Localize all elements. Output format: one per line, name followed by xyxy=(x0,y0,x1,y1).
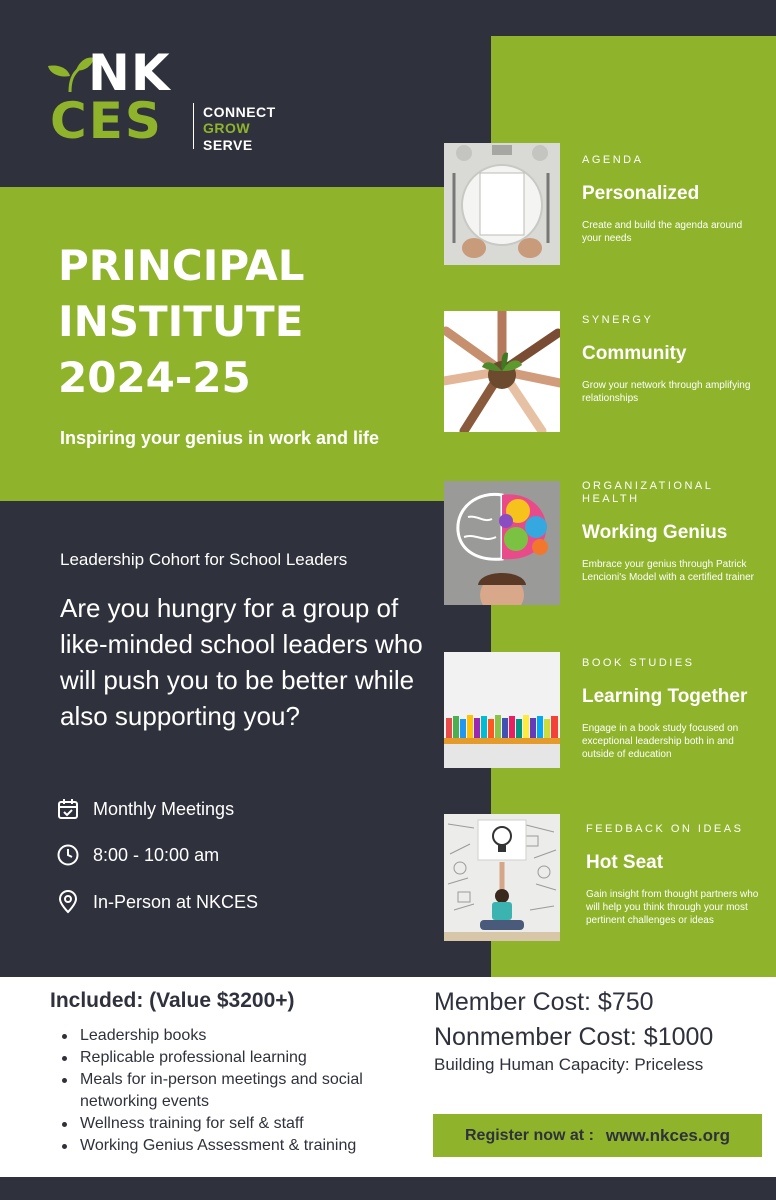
nkces-logo xyxy=(46,44,296,158)
register-label: Register now at : xyxy=(465,1126,594,1144)
tagline: Inspiring your genius in work and life xyxy=(60,428,380,448)
logo-word-connect: CONNECT xyxy=(203,104,276,120)
feature-description: Create and build the agenda around your needs xyxy=(582,220,743,244)
detail-location xyxy=(56,887,258,917)
detail-location-text: In-Person at NKCES xyxy=(93,891,259,912)
sprout-icon xyxy=(46,56,94,92)
included-title: Included: (Value $3200+) xyxy=(50,989,295,1012)
nonmember-cost: Nonmember Cost: $1000 xyxy=(434,1023,714,1051)
feature-description: Grow your network through amplifying relationships xyxy=(582,380,751,404)
agenda-photo xyxy=(444,143,560,265)
feature-title: Learning Together xyxy=(582,686,748,707)
logo-divider xyxy=(193,103,194,149)
feature-category: SYNERGY xyxy=(582,314,654,326)
capacity-note: Building Human Capacity: Priceless xyxy=(434,1055,704,1074)
logo-ces-text: CES xyxy=(50,92,163,150)
feature-category: AGENDA xyxy=(582,154,644,166)
feature-synergy xyxy=(582,314,762,405)
feature-category: FEEDBACK ON IDEAS xyxy=(586,823,744,835)
feature-title: Personalized xyxy=(582,183,700,204)
included-list xyxy=(62,1025,412,1157)
calendar-icon xyxy=(56,797,80,821)
feature-category: BOOK STUDIES xyxy=(582,657,695,669)
list-item: Leadership books xyxy=(62,1025,412,1047)
feature-book-studies xyxy=(582,657,762,761)
title-line-2: INSTITUTE xyxy=(58,297,304,346)
register-link[interactable]: www.nkces.org xyxy=(605,1125,730,1145)
hot-seat-photo xyxy=(444,814,560,941)
clock-icon xyxy=(56,843,80,867)
hook-question: Are you hungry for a group of like-minded school leaders who will push you to be better while also supporting you? xyxy=(60,593,423,731)
feature-agenda xyxy=(582,154,762,245)
list-item: Meals for in-person meetings and social networking events xyxy=(62,1069,412,1113)
title-line-1: PRINCIPAL xyxy=(58,241,305,290)
list-item: Wellness training for self & staff xyxy=(62,1113,412,1135)
working-genius-photo xyxy=(444,481,560,605)
logo-nk-text: NK xyxy=(88,44,171,102)
register-banner[interactable] xyxy=(433,1114,762,1157)
list-item: Working Genius Assessment & training xyxy=(62,1135,412,1157)
feature-title: Community xyxy=(582,343,687,364)
page-title xyxy=(58,238,458,406)
feature-title: Working Genius xyxy=(582,522,728,543)
feature-feedback-on-ideas xyxy=(586,823,766,927)
detail-meetings xyxy=(56,794,234,824)
bottom-dark-strip xyxy=(0,1177,776,1200)
location-pin-icon xyxy=(56,890,80,914)
logo-word-serve: SERVE xyxy=(203,137,253,153)
feature-organizational-health xyxy=(582,480,762,584)
detail-time xyxy=(56,840,219,870)
bookshelf-photo xyxy=(444,652,560,768)
list-item: Replicable professional learning xyxy=(62,1047,412,1069)
feature-category: ORGANIZATIONAL HEALTH xyxy=(582,480,713,505)
cohort-subtitle: Leadership Cohort for School Leaders xyxy=(60,550,348,569)
title-line-3: 2024-25 xyxy=(58,353,251,402)
member-cost: Member Cost: $750 xyxy=(434,988,654,1016)
feature-description: Gain insight from thought partners who will help you think through your most pertinent challenges or ideas xyxy=(586,889,759,926)
feature-title: Hot Seat xyxy=(586,852,664,873)
feature-description: Engage in a book study focused on exceptional leadership both in and outside of education xyxy=(582,723,739,760)
logo-word-grow: GROW xyxy=(203,120,251,136)
detail-meetings-text: Monthly Meetings xyxy=(93,798,235,819)
feature-description: Embrace your genius through Patrick Lencioni's Model with a certified trainer xyxy=(582,559,754,583)
community-photo xyxy=(444,311,560,432)
detail-time-text: 8:00 - 10:00 am xyxy=(93,844,220,865)
